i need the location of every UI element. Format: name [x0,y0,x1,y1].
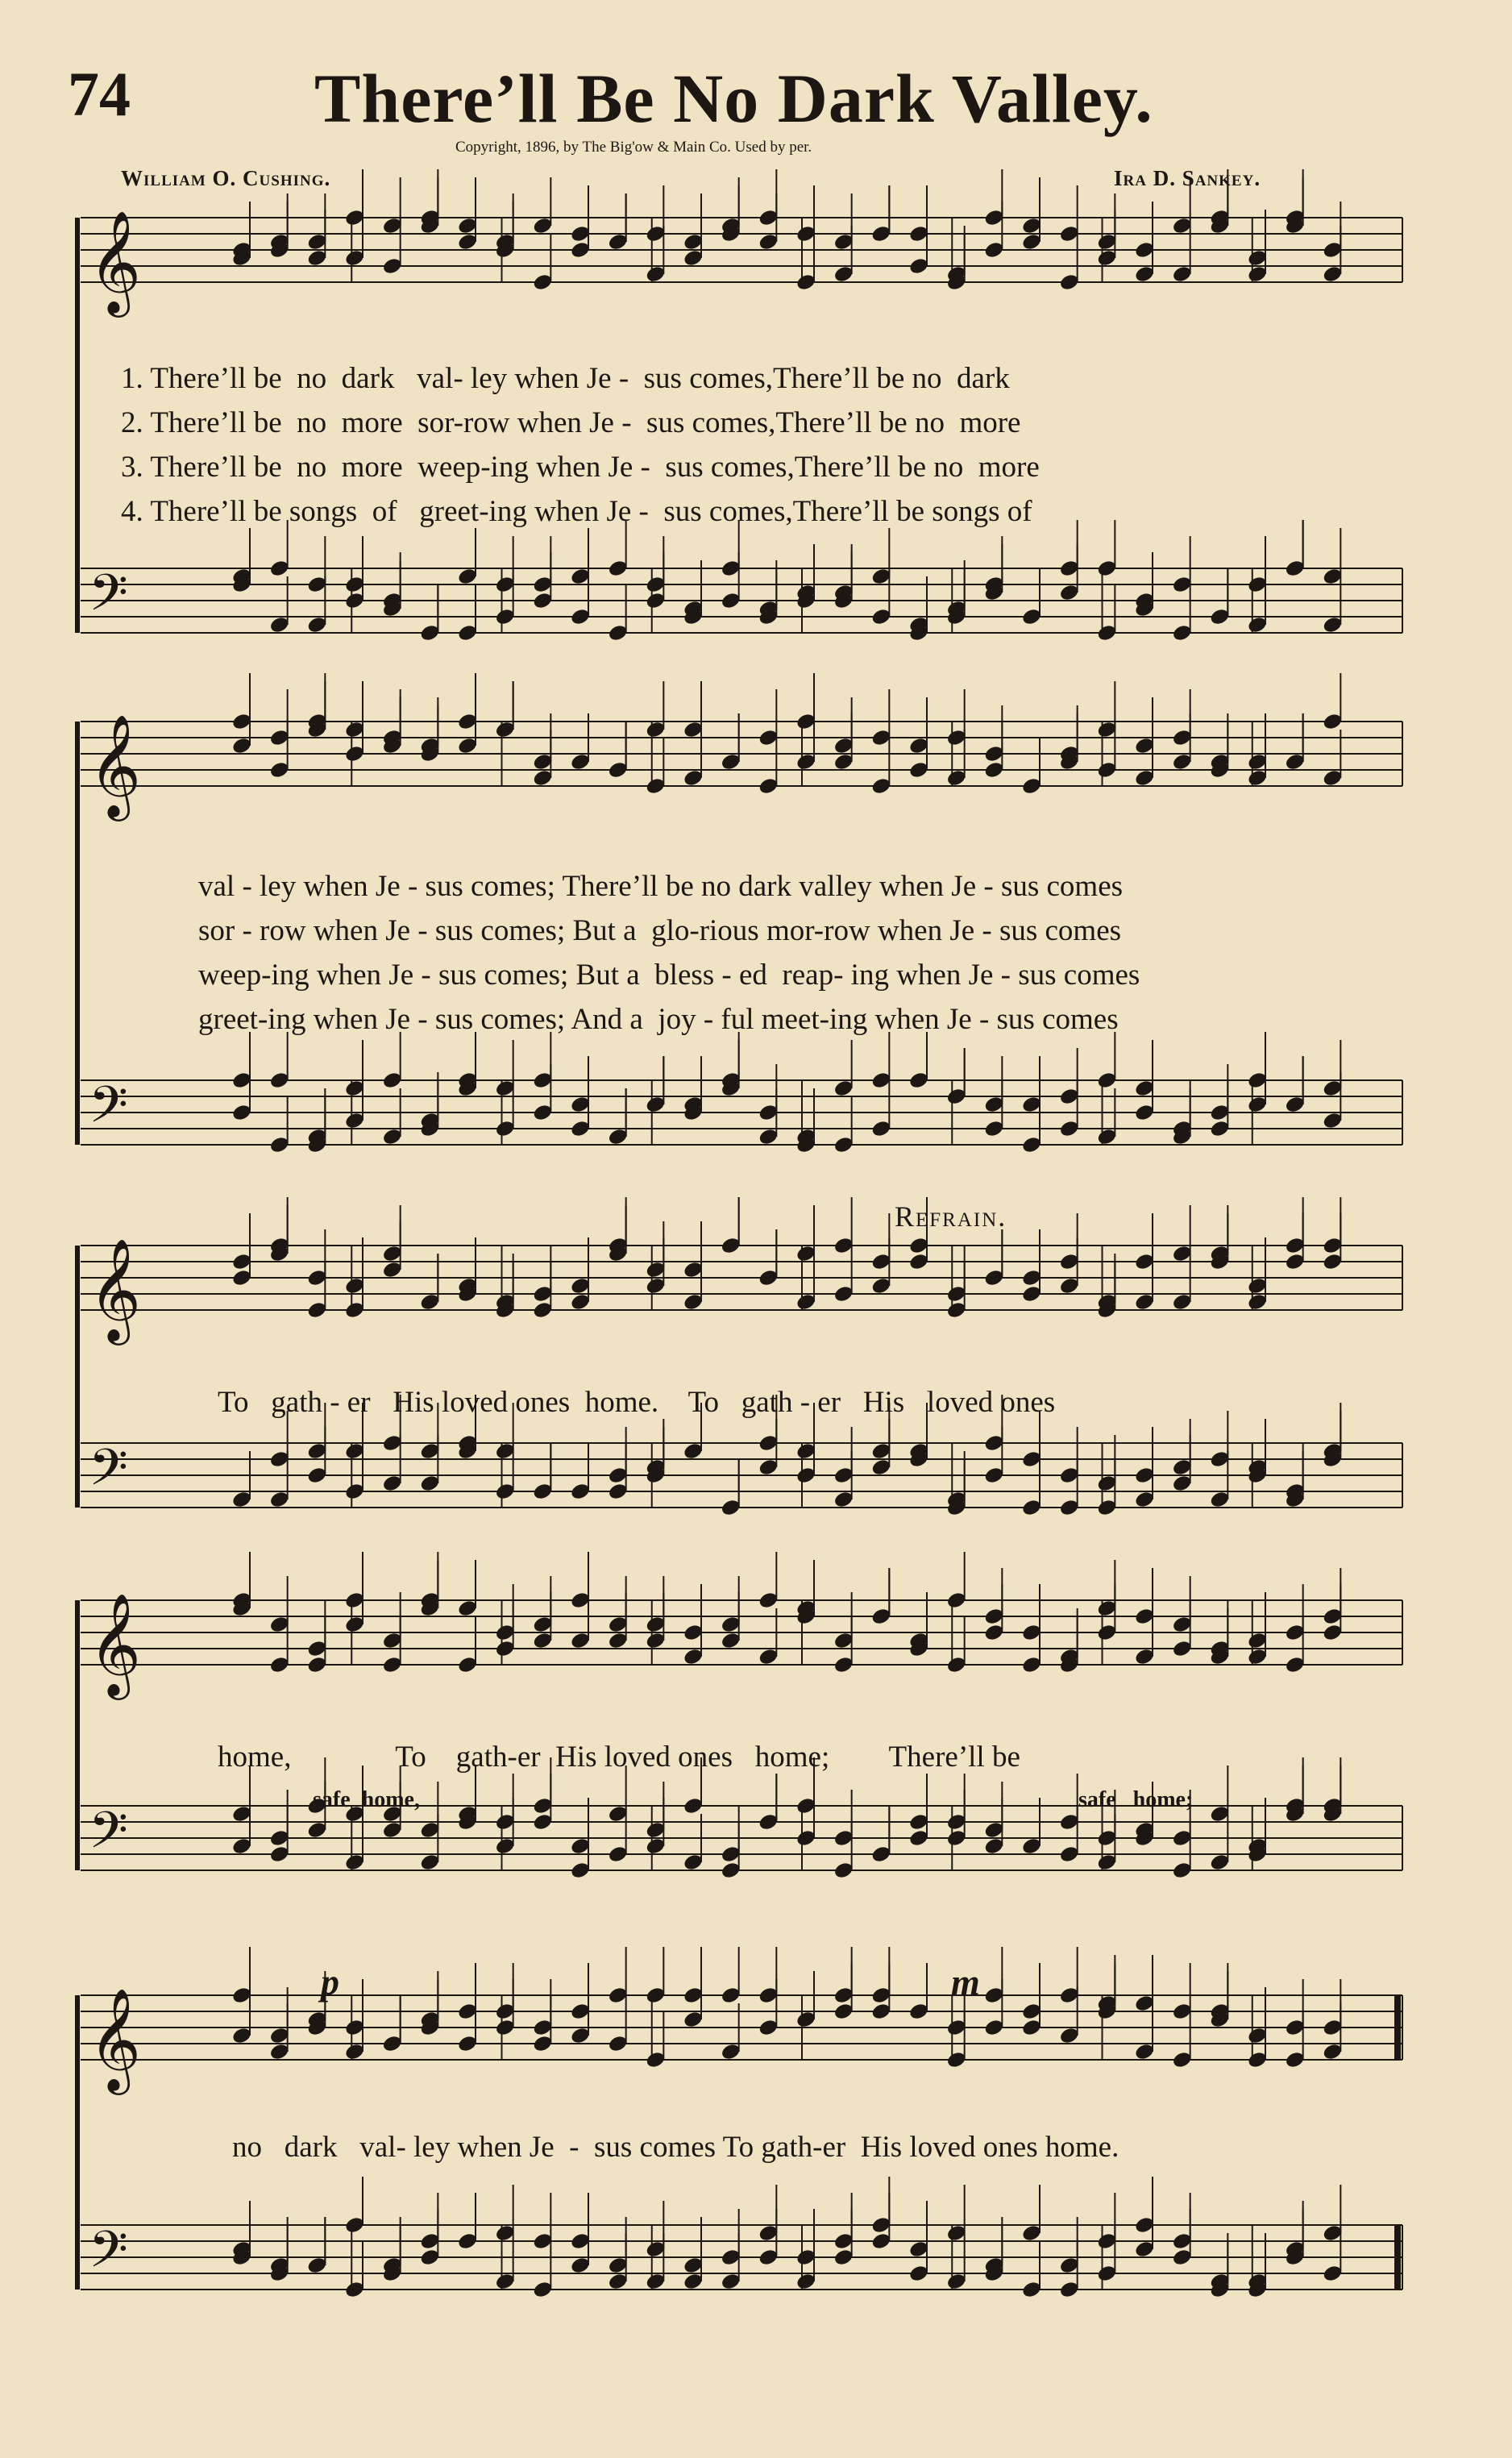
hymn-title: There’ll Be No Dark Valley. [314,60,1153,137]
refrain-line-1: To gath - er His loved ones home. To gath - er His loved ones [218,1386,1056,1419]
svg-text:𝄢: 𝄢 [89,1800,128,1872]
refrain-line-3: no dark val- ley when Je - sus comes To gath-er His loved ones home. [232,2131,1119,2164]
svg-text:𝄞: 𝄞 [89,1592,142,1695]
verse-4-line-1: 4. There’ll be songs of greet-ing when Je - sus comes,There’ll be songs of [121,495,1032,528]
verse-3-line-1: 3. There’ll be no more weep-ing when Je - sus comes,There’ll be no more [121,451,1040,484]
svg-text:𝄞: 𝄞 [89,1237,142,1341]
svg-text:𝄢: 𝄢 [89,563,128,634]
dynamic-mezzo: m [951,1961,980,2003]
bass-echo-2: safe home; [1078,1787,1194,1812]
verse-1-line-2: val - ley when Je - sus comes; There’ll be no dark valley when Je - sus comes [198,870,1124,903]
verse-4-line-2: greet-ing when Je - sus comes; And a joy - ful meet-ing when Je - sus comes [198,1003,1119,1036]
svg-text:𝄞: 𝄞 [89,1987,142,2090]
svg-text:𝄞: 𝄞 [89,210,142,313]
copyright-notice: Copyright, 1896, by The Big'ow & Main Co. Used by per. [455,139,812,156]
refrain-label: Refrain. [895,1200,1007,1233]
svg-text:𝄞: 𝄞 [89,713,142,817]
svg-text:𝄢: 𝄢 [89,1437,128,1509]
bass-echo-1: safe home, [313,1787,420,1812]
svg-text:𝄢: 𝄢 [89,1075,128,1146]
composer-credit: Ira D. Sankey. [1114,166,1261,190]
verse-1-line-1: 1. There’ll be no dark val- ley when Je - sus comes,There’ll be no dark [121,362,1010,395]
author-credit: William O. Cushing. [121,166,331,190]
verse-2-line-2: sor - row when Je - sus comes; But a glo-rious mor-row when Je - sus comes [198,914,1122,947]
hymn-number: 74 [68,59,131,129]
verse-2-line-1: 2. There’ll be no more sor-row when Je - sus comes,There’ll be no more [121,406,1021,439]
svg-text:𝄢: 𝄢 [89,2219,128,2291]
dynamic-piano: p [321,1961,339,2003]
verse-3-line-2: weep-ing when Je - sus comes; But a bless - ed reap- ing when Je - sus comes [198,959,1140,992]
refrain-line-2: home, To gath-er His loved ones home; There’ll be [218,1741,1020,1774]
